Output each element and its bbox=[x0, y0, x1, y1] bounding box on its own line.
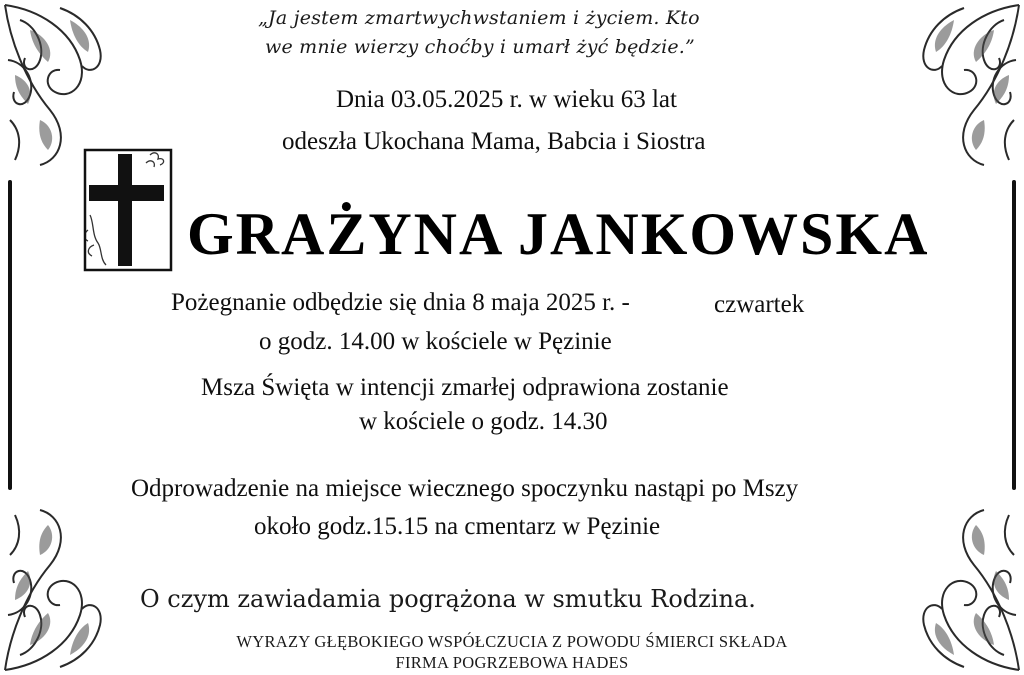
closing-line: O czym zawiadamia pogrążona w smutku Rodzina. bbox=[140, 585, 756, 613]
farewell-line-2: o godz. 14.00 w kościele w Pęzinie bbox=[259, 328, 612, 355]
burial-line-2: około godz.15.15 na cmentarz w Pęzinie bbox=[254, 513, 661, 540]
condolence-line-2: FIRMA POGRZEBOWA HADES bbox=[395, 653, 629, 672]
relation-line: odeszła Ukochana Mama, Babcia i Siostra bbox=[282, 128, 706, 155]
mass-line-2: w kościele o godz. 14.30 bbox=[359, 408, 608, 435]
quote-line-2: we mnie wierzy choćby i umarł żyć będzie.” bbox=[265, 36, 695, 58]
cross-icon bbox=[80, 145, 180, 275]
burial-line-1: Odprowadzenie na miejsce wiecznego spoczynku nastąpi po Mszy bbox=[131, 475, 799, 502]
quote-line-1: „Ja jestem zmartwychwstaniem i życiem. Kto bbox=[258, 7, 700, 29]
farewell-day: czwartek bbox=[714, 291, 805, 318]
mass-line-1: Msza Święta w intencji zmarłej odprawiona zostanie bbox=[201, 374, 729, 401]
left-border-bar bbox=[8, 180, 12, 490]
date-line: Dnia 03.05.2025 r. w wieku 63 lat bbox=[336, 86, 677, 113]
deceased-name: GRAŻYNA JANKOWSKA bbox=[187, 201, 930, 267]
condolence-line-1: WYRAZY GŁĘBOKIEGO WSPÓŁCZUCIA Z POWODU ŚMIERCI SKŁADA bbox=[236, 632, 788, 651]
right-border-bar bbox=[1012, 180, 1016, 490]
farewell-line-1: Pożegnanie odbędzie się dnia 8 maja 2025 r. - bbox=[171, 289, 630, 316]
floral-corner-ornament-icon bbox=[874, 0, 1024, 180]
